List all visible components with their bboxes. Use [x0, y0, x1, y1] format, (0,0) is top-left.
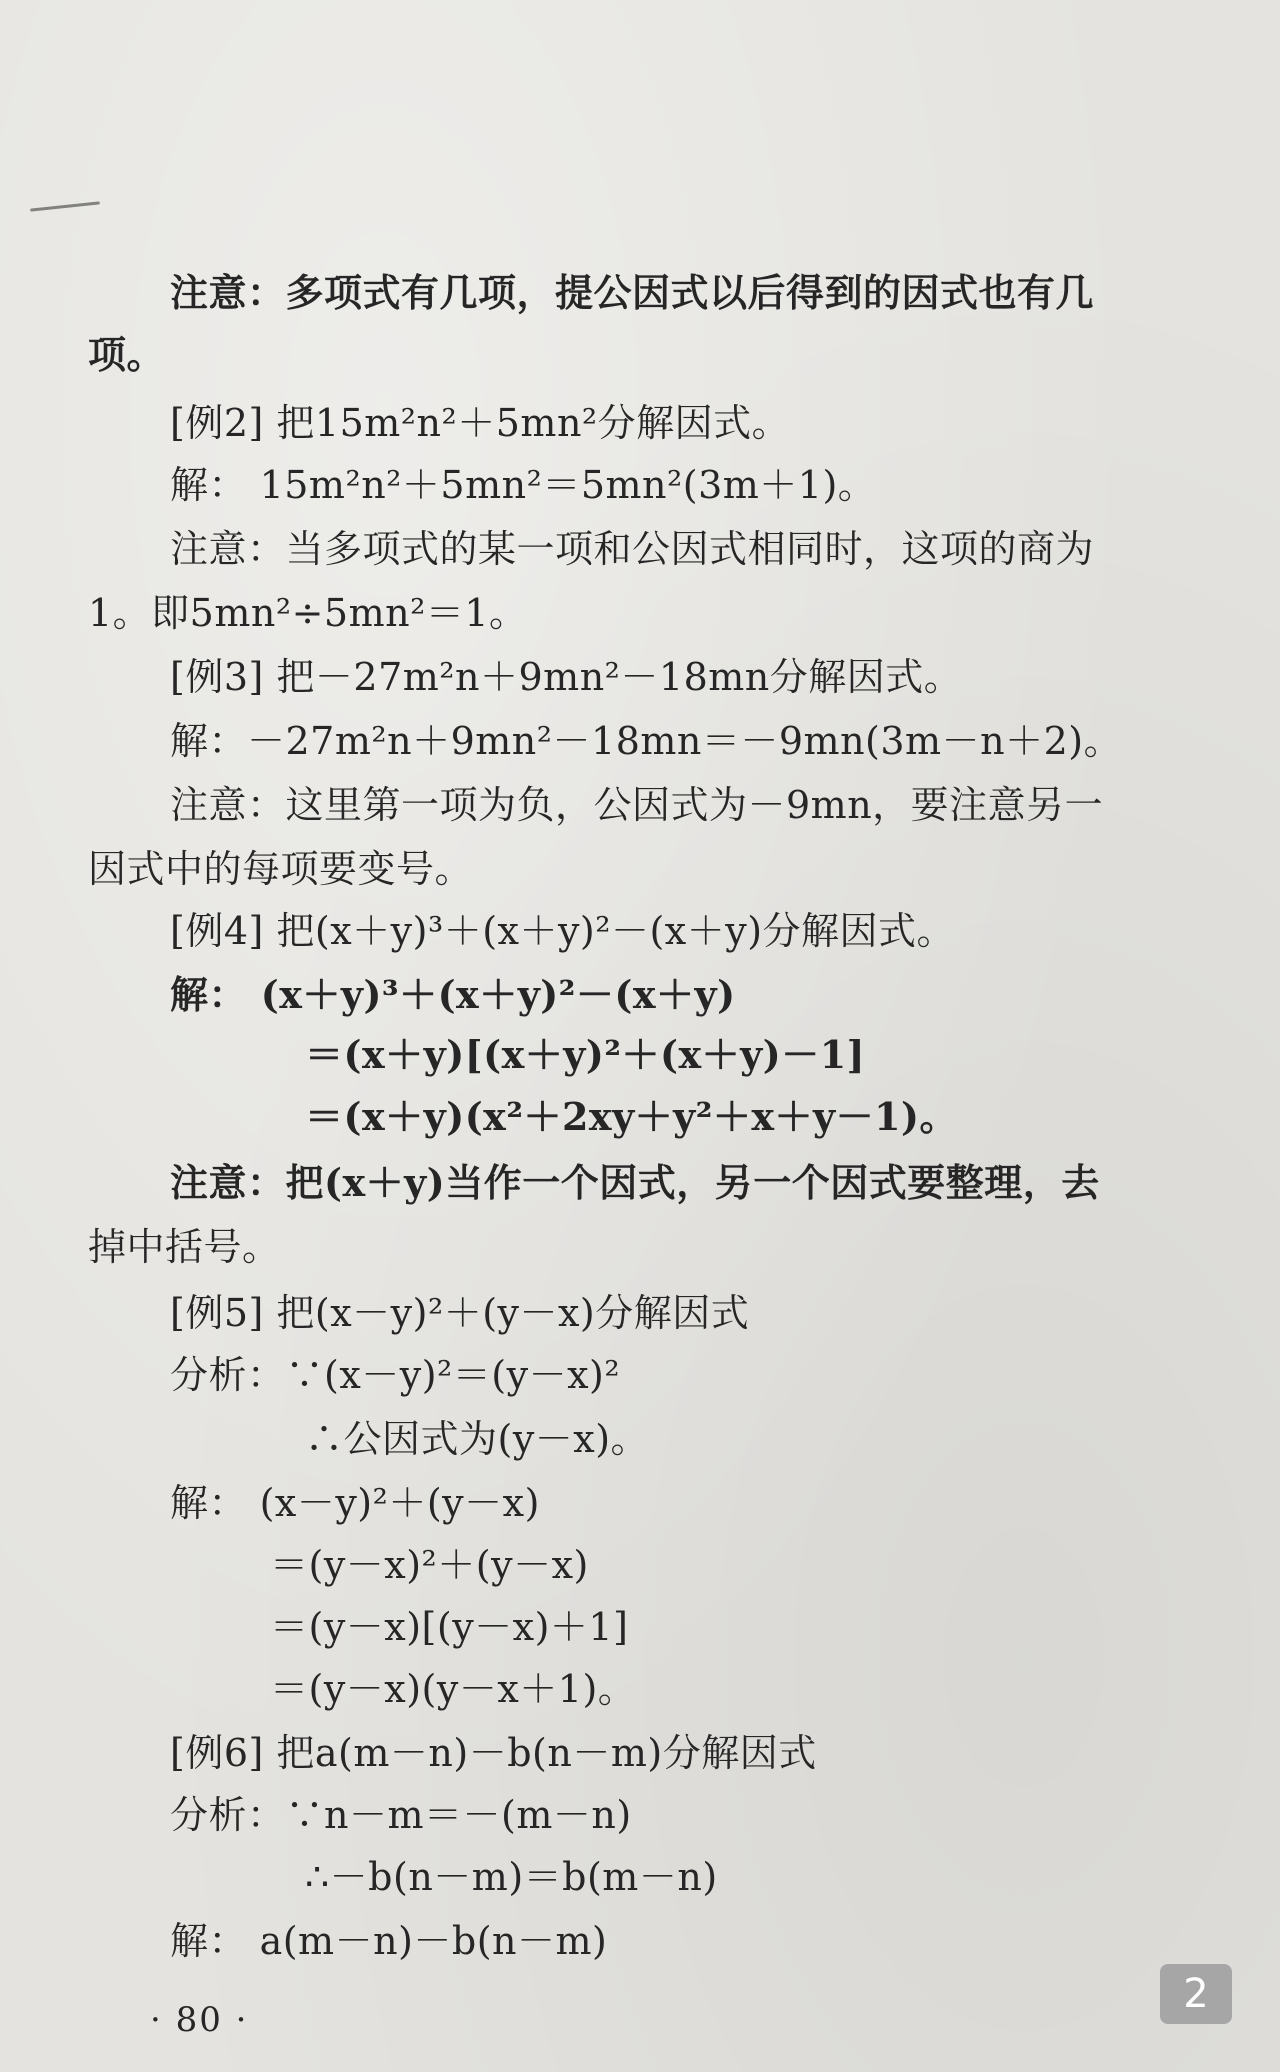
example-6-analysis-line-1: 分析：∵n－m＝－(m－n): [170, 1793, 632, 1837]
example-6-analysis-line-2: ∴－b(n－m)＝b(m－n): [305, 1855, 718, 1899]
example-5-analysis-line-2: ∴公因式为(y－x)。: [305, 1417, 650, 1461]
example-4-solution-line-2: ＝(x＋y)[(x＋y)²＋(x＋y)－1]: [305, 1032, 866, 1077]
example-5-solution-line-1: 解： (x－y)²＋(y－x): [170, 1481, 540, 1525]
example-3-note-line-1: 注意：这里第一项为负，公因式为－9mn，要注意另一: [170, 783, 1104, 827]
note-line-2: 项。: [88, 332, 166, 377]
example-4-note-line-2: 掉中括号。: [88, 1225, 281, 1269]
example-4-heading: [例4] 把(x＋y)³＋(x＋y)²－(x＋y)分解因式。: [170, 909, 956, 953]
example-6-heading: [例6] 把a(m－n)－b(n－m)分解因式: [170, 1731, 817, 1775]
page-number: · 80 ·: [150, 2000, 249, 2040]
example-5-solution-line-4: ＝(y－x)(y－x＋1)。: [270, 1667, 637, 1711]
example-6-solution-line-1: 解： a(m－n)－b(n－m): [170, 1919, 608, 1963]
note-line-1: 注意：多项式有几项，提公因式以后得到的因式也有几: [170, 270, 1095, 315]
example-3-note-line-2: 因式中的每项要变号。: [88, 847, 474, 891]
example-2-heading: [例2] 把15m²n²＋5mn²分解因式。: [170, 401, 791, 445]
example-5-solution-line-2: ＝(y－x)²＋(y－x): [270, 1543, 589, 1587]
example-4-solution-line-1: 解： (x＋y)³＋(x＋y)²－(x＋y): [170, 972, 736, 1017]
example-2-solution: 解： 15m²n²＋5mn²＝5mn²(3m＋1)。: [170, 463, 877, 507]
example-2-note-line-1: 注意：当多项式的某一项和公因式相同时，这项的商为: [170, 527, 1095, 571]
page-indicator-badge[interactable]: 2: [1160, 1964, 1232, 2024]
example-5-solution-line-3: ＝(y－x)[(y－x)＋1]: [270, 1605, 629, 1649]
example-5-analysis-line-1: 分析：∵(x－y)²＝(y－x)²: [170, 1353, 621, 1397]
example-3-solution: 解：－27m²n＋9mn²－18mn＝－9mn(3m－n＋2)。: [170, 719, 1123, 763]
example-2-note-line-2: 1。即5mn²÷5mn²＝1。: [88, 591, 528, 635]
example-3-heading: [例3] 把－27m²n＋9mn²－18mn分解因式。: [170, 655, 963, 699]
example-5-heading: [例5] 把(x－y)²＋(y－x)分解因式: [170, 1291, 750, 1335]
ink-mark: [30, 201, 100, 211]
example-4-solution-line-3: ＝(x＋y)(x²＋2xy＋y²＋x＋y－1)。: [305, 1094, 959, 1139]
example-4-note-line-1: 注意：把(x＋y)当作一个因式，另一个因式要整理，去: [170, 1160, 1100, 1205]
